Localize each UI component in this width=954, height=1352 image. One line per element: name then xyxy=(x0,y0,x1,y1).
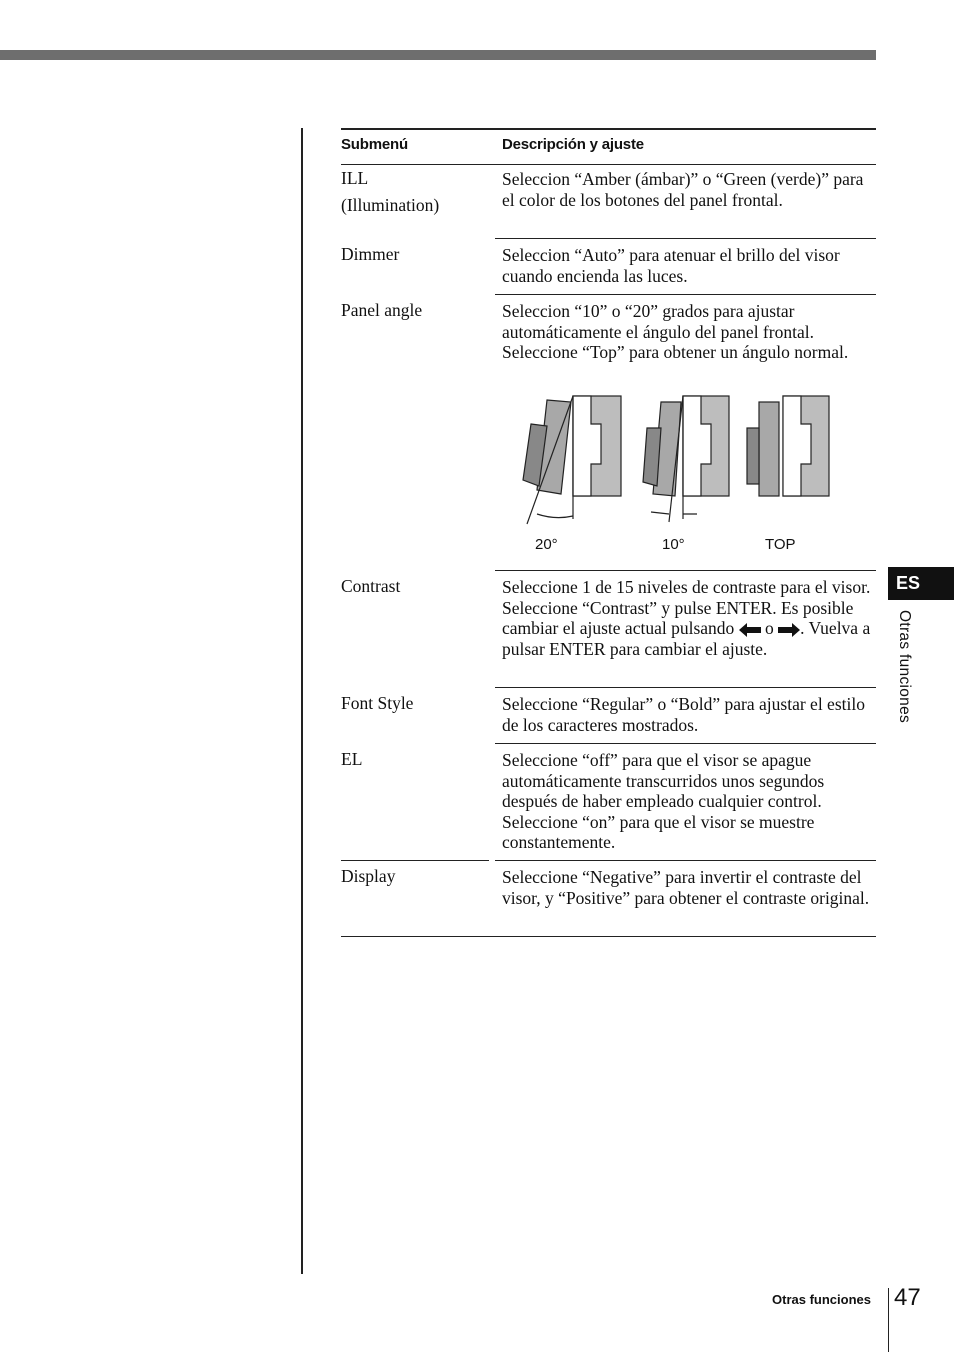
submenu-dimmer: Dimmer xyxy=(341,244,400,264)
unit-top xyxy=(747,396,829,496)
submenu-ill: ILL (Illumination) xyxy=(341,168,440,215)
desc-font-style: Seleccione “Regular” o “Bold” para ajustar el estilo de los caracteres mostrados. xyxy=(502,694,865,735)
footer-divider xyxy=(888,1288,889,1352)
header-submenu: Submenú xyxy=(341,136,408,153)
row-divider xyxy=(495,294,876,295)
row-divider xyxy=(495,238,876,239)
label-top: TOP xyxy=(765,536,796,553)
row-divider xyxy=(495,570,876,571)
table-row xyxy=(341,863,876,936)
panel-angle-illustration xyxy=(501,394,841,564)
submenu-table xyxy=(341,128,876,908)
right-arrow-icon xyxy=(778,623,800,637)
label-10-deg: 10° xyxy=(662,536,685,553)
desc-contrast: Seleccione 1 de 15 niveles de contraste para el visor. Seleccione “Contrast” y pulse ENTER. Es posible cambiar el ajuste actual pulsando o . Vuelva a pulsar ENTER para cambiar el ajuste. xyxy=(502,577,871,659)
left-arrow-icon xyxy=(739,623,761,637)
submenu-el: EL xyxy=(341,749,363,769)
desc-display: Seleccione “Negative” para invertir el contraste del visor, y “Positive” para obtener el contraste original. xyxy=(502,867,870,908)
table-row xyxy=(341,165,876,238)
unit-20-deg xyxy=(523,396,621,524)
table-row xyxy=(341,746,876,860)
section-side-label: Otras funciones xyxy=(896,610,913,724)
submenu-contrast: Contrast xyxy=(341,576,401,596)
desc-ill: Seleccion “Amber (ámbar)” o “Green (verde)” para el color de los botones del panel frontal. xyxy=(502,169,864,210)
header-description: Descripción y ajuste xyxy=(502,136,644,153)
desc-el: Seleccione “off” para que el visor se apague automáticamente transcurridos unos segundos después de haber empleado cualquier control. Seleccione “on” para que el visor se muestre constantemente. xyxy=(502,750,825,852)
table-header xyxy=(341,128,876,165)
desc-panel-angle: Seleccion “10” o “20” grados para ajustar automáticamente el ángulo del panel frontal. Seleccione “Top” para obtener un ángulo normal. xyxy=(502,301,849,362)
row-divider xyxy=(495,687,876,688)
footer-section: Otras funciones xyxy=(772,1292,871,1307)
unit-10-deg xyxy=(643,396,729,522)
table-row xyxy=(341,573,876,687)
submenu-font-style: Font Style xyxy=(341,693,414,713)
row-divider xyxy=(495,743,876,744)
label-20-deg: 20° xyxy=(535,536,558,553)
left-margin-rule xyxy=(301,128,303,1274)
table-bottom-rule xyxy=(341,936,876,937)
row-divider xyxy=(341,860,489,861)
page-number: 47 xyxy=(894,1284,921,1311)
table-row xyxy=(341,690,876,743)
row-divider xyxy=(495,860,876,861)
top-rule xyxy=(0,50,876,60)
submenu-display: Display xyxy=(341,866,396,886)
submenu-panel-angle: Panel angle xyxy=(341,300,423,320)
desc-dimmer: Seleccion “Auto” para atenuar el brillo del visor cuando encienda las luces. xyxy=(502,245,840,286)
language-tab: ES xyxy=(888,567,954,600)
table-row xyxy=(341,241,876,294)
